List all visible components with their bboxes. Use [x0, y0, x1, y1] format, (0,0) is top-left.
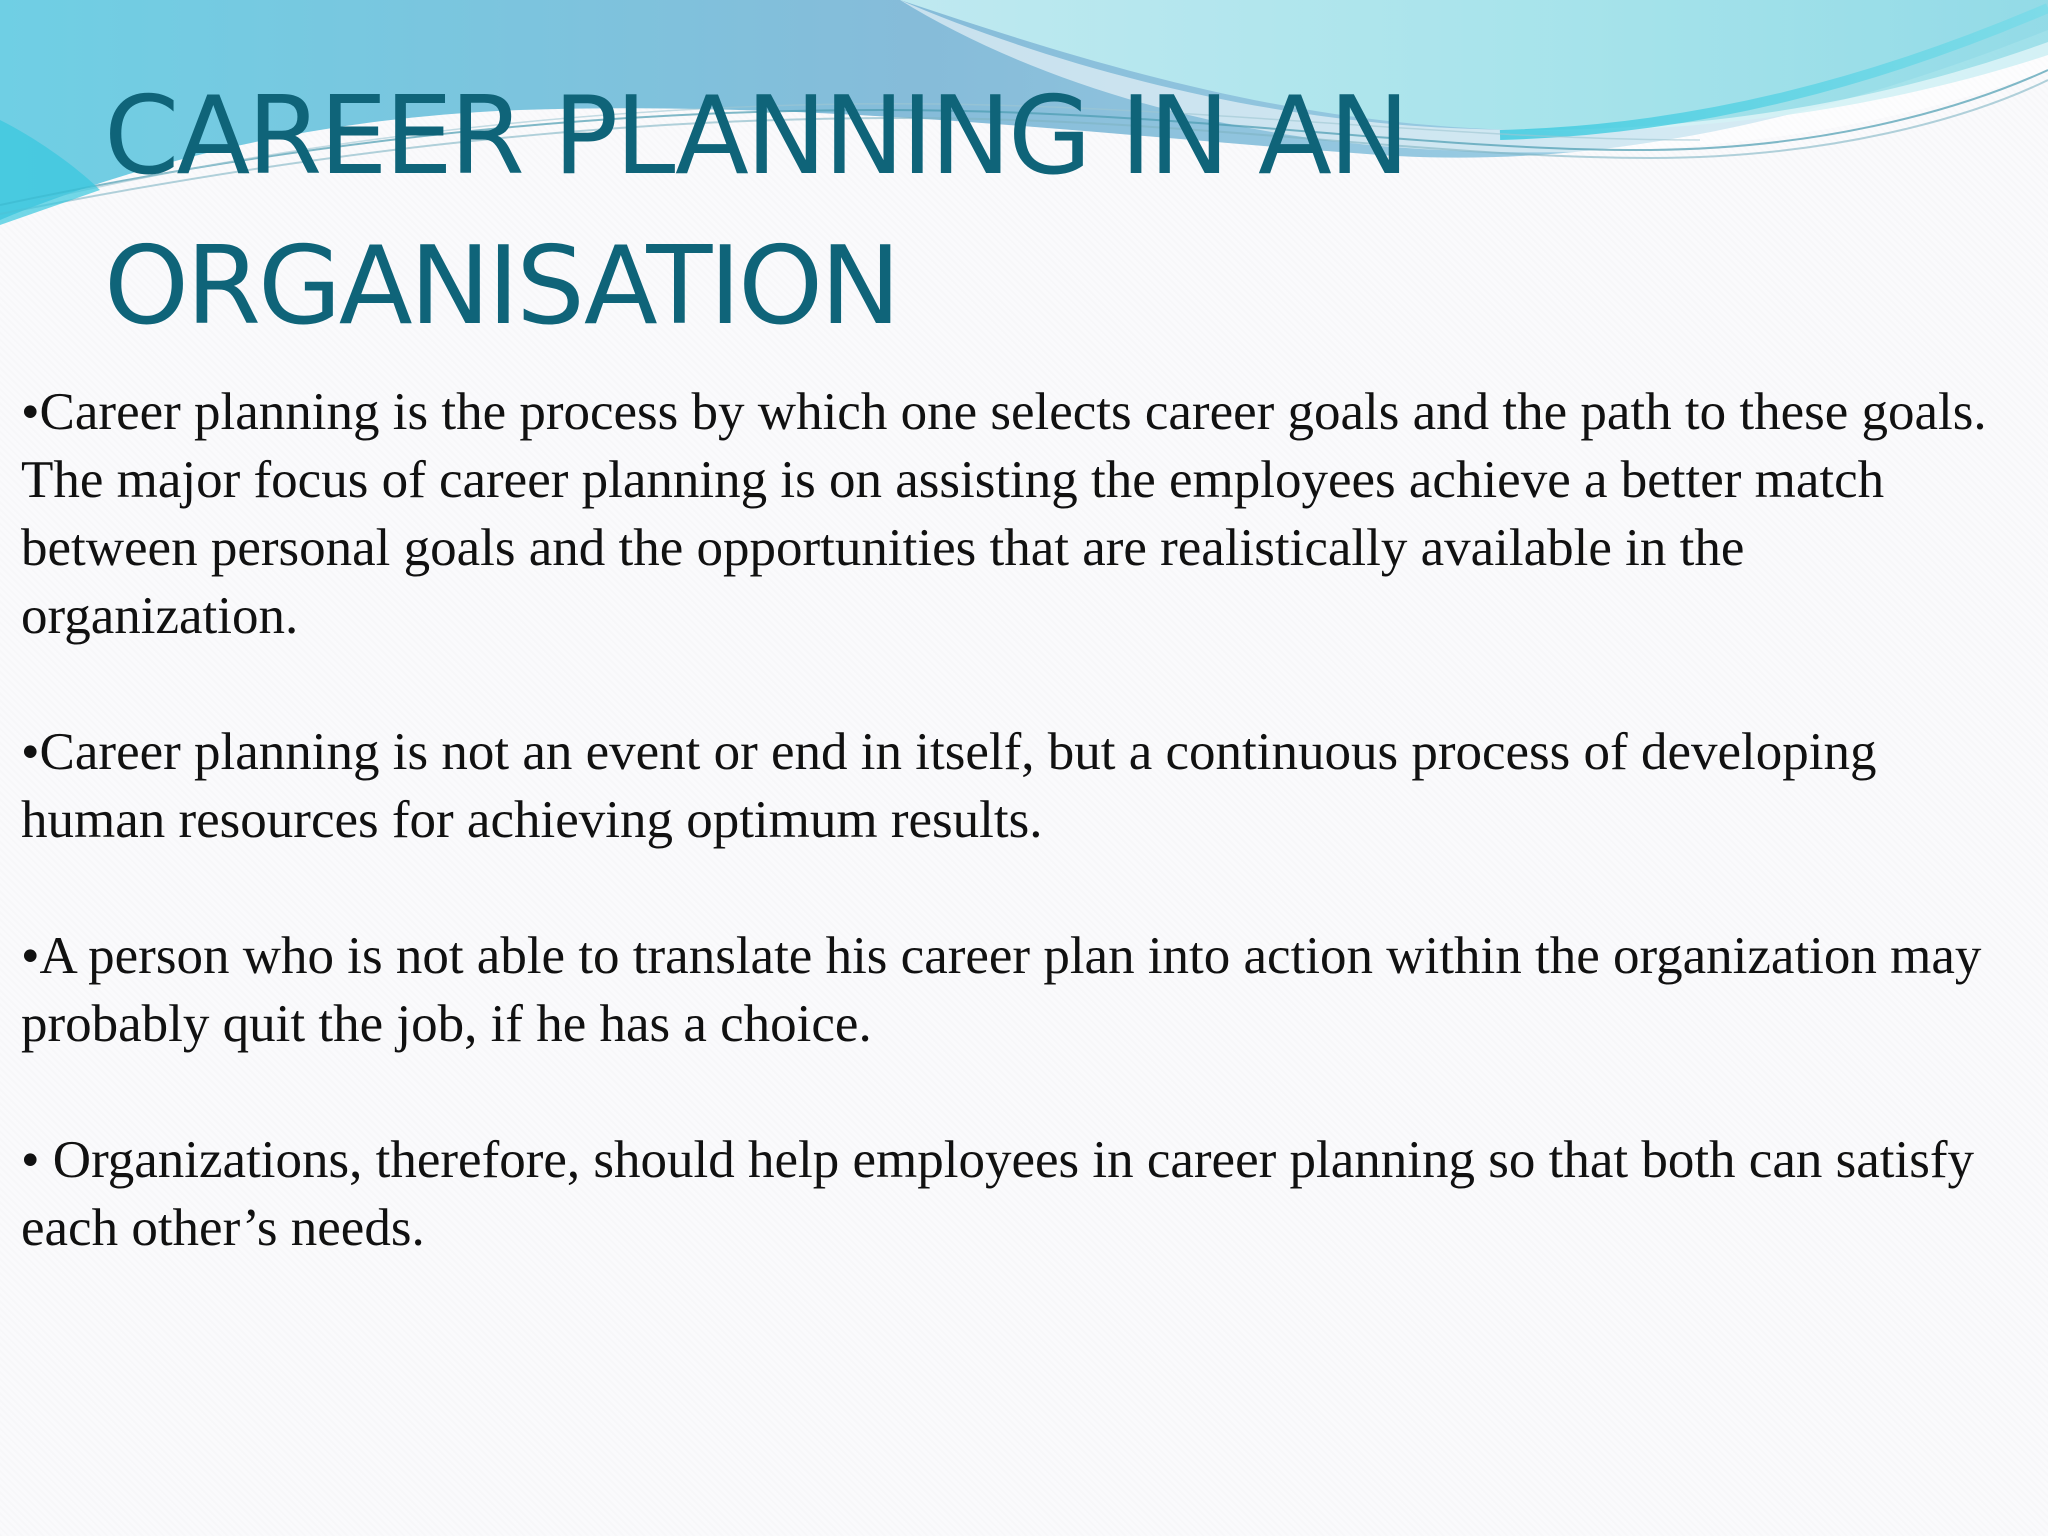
- bullet-paragraph: • Organizations, therefore, should help employees in career planning so that both can satisfy each other’s needs.: [21, 1131, 1974, 1257]
- slide-title-line-2: ORGANISATION: [104, 224, 898, 349]
- slide-body: [21, 378, 2021, 1330]
- slide-title: [104, 62, 1804, 362]
- slide-title-line-1: CAREER PLANNING IN AN: [104, 74, 1407, 199]
- bullet-paragraph: •A person who is not able to translate his career plan into action within the organization may probably quit the job, if he has a choice.: [21, 927, 1982, 1053]
- bullet-paragraph: •Career planning is the process by which one selects career goals and the path to these goals. The major focus of career planning is on assisting the employees achieve a better match between personal goals and the opportunities that are realistically available in the organization.: [21, 383, 1987, 645]
- bullet-paragraph: •Career planning is not an event or end in itself, but a continuous process of developing human resources for achieving optimum results.: [21, 723, 1877, 849]
